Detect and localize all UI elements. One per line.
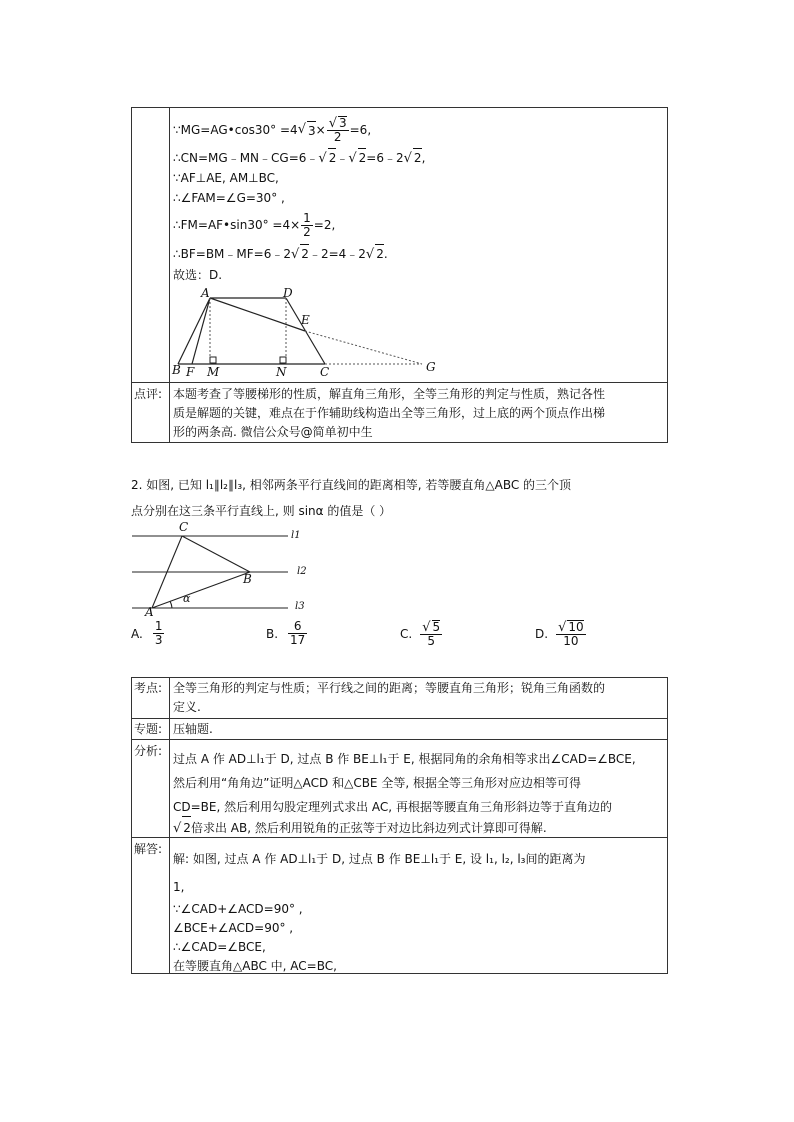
sqrt-sign: √ <box>297 122 306 137</box>
sqrt-sign: √ <box>348 151 357 166</box>
fraction-sqrt3-over-2 <box>327 116 349 144</box>
sqrt-2: 2 <box>375 244 384 263</box>
kaodian-label: 考点: <box>134 681 163 695</box>
question-2-line-2: 点分别在这三条平行直线上, 则 sinα 的值是（ ） <box>131 504 392 518</box>
frac-den: 2 <box>303 224 311 239</box>
eq-mg-post: =6, <box>349 123 372 137</box>
comment-line: 本题考查了等腰梯形的性质，解直角三角形，全等三角形的判定与性质，熟记各性 <box>173 387 606 401</box>
sqrt-2: 2 <box>413 148 422 167</box>
comment-label: 点评: <box>134 387 163 401</box>
frac-den: 17 <box>290 633 306 647</box>
point-D-label: D <box>283 286 293 300</box>
eq-bf-pre: ∴BF=BM﹣MF=6﹣2 <box>173 247 291 261</box>
comment-line: 形的两条高. 微信公众号@简单初中生 <box>173 425 373 439</box>
sqrt-2: 2 <box>358 148 367 167</box>
option-C-fraction <box>420 620 442 648</box>
option-C[interactable] <box>400 620 443 648</box>
jieda-line: 1, <box>173 880 185 894</box>
segment-AE <box>210 298 305 331</box>
parallel-lines-figure <box>128 520 318 620</box>
point-B-label: B <box>172 363 181 377</box>
fraction-1-over-2 <box>301 212 313 239</box>
frac-num: 5 <box>432 620 441 634</box>
jieda-line: 解: 如图, 过点 A 作 AD⊥l₁于 D, 过点 B 作 BE⊥l₁于 E, 设 l₁, l₂, l₃间的距离为 <box>173 852 586 866</box>
jieda-line: 在等腰直角△ABC 中, AC=BC, <box>173 959 337 973</box>
option-D-fraction <box>556 620 586 648</box>
sqrt-2: 2 <box>328 148 337 167</box>
frac-den: 2 <box>333 130 342 144</box>
frac-den: 3 <box>154 633 163 647</box>
fenxi-line-last <box>173 816 547 840</box>
sqrt-sign: √ <box>328 116 337 131</box>
fenxi-line: 然后利用“角角边”证明△ACD 和△CBE 全等, 根据全等三角形对应边相等可得 <box>173 776 581 790</box>
sqrt-sign: √ <box>422 620 431 635</box>
kaodian-line: 全等三角形的判定与性质；平行线之间的距离；等腰直角三角形；锐角三角函数的 <box>173 681 606 695</box>
option-B-label: B. <box>266 626 279 641</box>
eq-cn-mid: =6﹣2 <box>366 151 404 165</box>
option-B[interactable] <box>266 620 308 647</box>
point-A-label: A <box>201 286 210 300</box>
right-angle-M <box>210 357 216 363</box>
option-A[interactable] <box>131 620 165 647</box>
option-A-label: A. <box>131 626 143 641</box>
minus: ﹣ <box>336 151 349 165</box>
frac-den: 5 <box>427 634 435 648</box>
point-C-label: C <box>320 365 330 379</box>
option-D[interactable] <box>535 620 587 648</box>
option-A-fraction <box>153 620 165 647</box>
eq-perp-line: ∵AF⊥AE, AM⊥BC, <box>173 171 279 185</box>
frac-num: 1 <box>154 619 163 633</box>
table-2-column-divider <box>169 677 170 974</box>
angle-alpha-label: α <box>183 592 191 605</box>
fenxi-last-text: 倍求出 AB, 然后利用锐角的正弦等于对边比斜边列式计算即可得解. <box>190 821 547 835</box>
zhuanti-text: 压轴题. <box>173 722 213 736</box>
eq-cn-post: , <box>421 151 426 165</box>
eq-bf-line <box>173 244 388 264</box>
sqrt-2: 2 <box>182 816 191 839</box>
eq-cn-pre: ∴CN=MG﹣MN﹣CG=6﹣ <box>173 151 319 165</box>
point-E-label: E <box>301 313 310 327</box>
point-C-label: C <box>179 520 189 534</box>
eq-fm-pre: ∴FM=AF•sin30° =4× <box>173 218 301 232</box>
sqrt-sign: √ <box>173 821 182 836</box>
jieda-label: 解答: <box>134 842 163 856</box>
point-M-label: M <box>207 365 220 379</box>
option-B-fraction <box>288 620 307 647</box>
jieda-line: ∠BCE+∠ACD=90° , <box>173 921 294 935</box>
eq-bf-mid: ﹣2=4﹣2 <box>308 247 366 261</box>
eq-mg-pre: ∵MG=AG•cos30° =4 <box>173 123 298 137</box>
frac-num: 1 <box>303 210 311 225</box>
line-l1-label: l1 <box>291 530 301 541</box>
times-sign: × <box>315 123 326 137</box>
option-C-label: C. <box>400 627 413 641</box>
edge-CB <box>182 536 250 572</box>
frac-num: 6 <box>288 620 307 634</box>
sqrt-sign: √ <box>558 620 567 635</box>
sqrt-3: 3 <box>307 121 316 140</box>
point-N-label: N <box>276 365 287 379</box>
eq-bf-post: . <box>383 247 388 261</box>
kaodian-line: 定义. <box>173 700 201 714</box>
edge-AB <box>152 572 250 608</box>
point-A-label: A <box>145 605 154 619</box>
option-D-label: D. <box>535 627 549 641</box>
sqrt-sign: √ <box>403 151 412 166</box>
sqrt-2: 2 <box>300 244 309 263</box>
eq-angle-line: ∴∠FAM=∠G=30° , <box>173 191 285 205</box>
frac-num: 10 <box>568 620 584 634</box>
comment-line: 质是解题的关键，难点在于作辅助线构造出全等三角形，过上底的两个顶点作出梯 <box>173 406 606 420</box>
sqrt-sign: √ <box>318 151 327 166</box>
eq-cn-line <box>173 148 425 168</box>
point-F-label: F <box>186 365 195 379</box>
fenxi-line: 过点 A 作 AD⊥l₁于 D, 过点 B 作 BE⊥l₁于 E, 根据同角的余角相等求出∠CAD=∠BCE, <box>173 752 636 766</box>
eq-mg-line <box>173 113 371 147</box>
line-l2-label: l2 <box>297 566 307 577</box>
line-l3-label: l3 <box>295 601 305 612</box>
zhuanti-label: 专题: <box>134 722 163 736</box>
fenxi-line: CD=BE, 然后利用勾股定理列式求出 AC, 再根据等腰直角三角形斜边等于直角边的 <box>173 800 612 814</box>
sqrt-sign: √ <box>291 247 300 262</box>
eq-fm-post: =2, <box>313 218 336 232</box>
eq-fm-line <box>173 209 335 241</box>
point-B-label: B <box>243 572 252 586</box>
answer-line: 故选：D. <box>173 268 223 282</box>
angle-alpha-arc <box>170 601 172 608</box>
jieda-line: ∵∠CAD+∠ACD=90° , <box>173 902 303 916</box>
jieda-line: ∴∠CAD=∠BCE, <box>173 940 266 954</box>
segment-AF <box>192 298 210 364</box>
sqrt-sign: √ <box>365 247 375 262</box>
edge-AB <box>178 298 210 364</box>
question-2-line-1: 2. 如图, 已知 l₁∥l₂∥l₃, 相邻两条平行直线间的距离相等, 若等腰直角△ABC 的三个顶 <box>131 478 572 492</box>
point-G-label: G <box>426 360 436 374</box>
right-angle-N <box>280 357 286 363</box>
frac-den: 10 <box>563 634 579 648</box>
fenxi-label: 分析: <box>134 744 163 758</box>
frac-num: 3 <box>338 116 347 130</box>
table-1-column-divider <box>169 107 170 443</box>
